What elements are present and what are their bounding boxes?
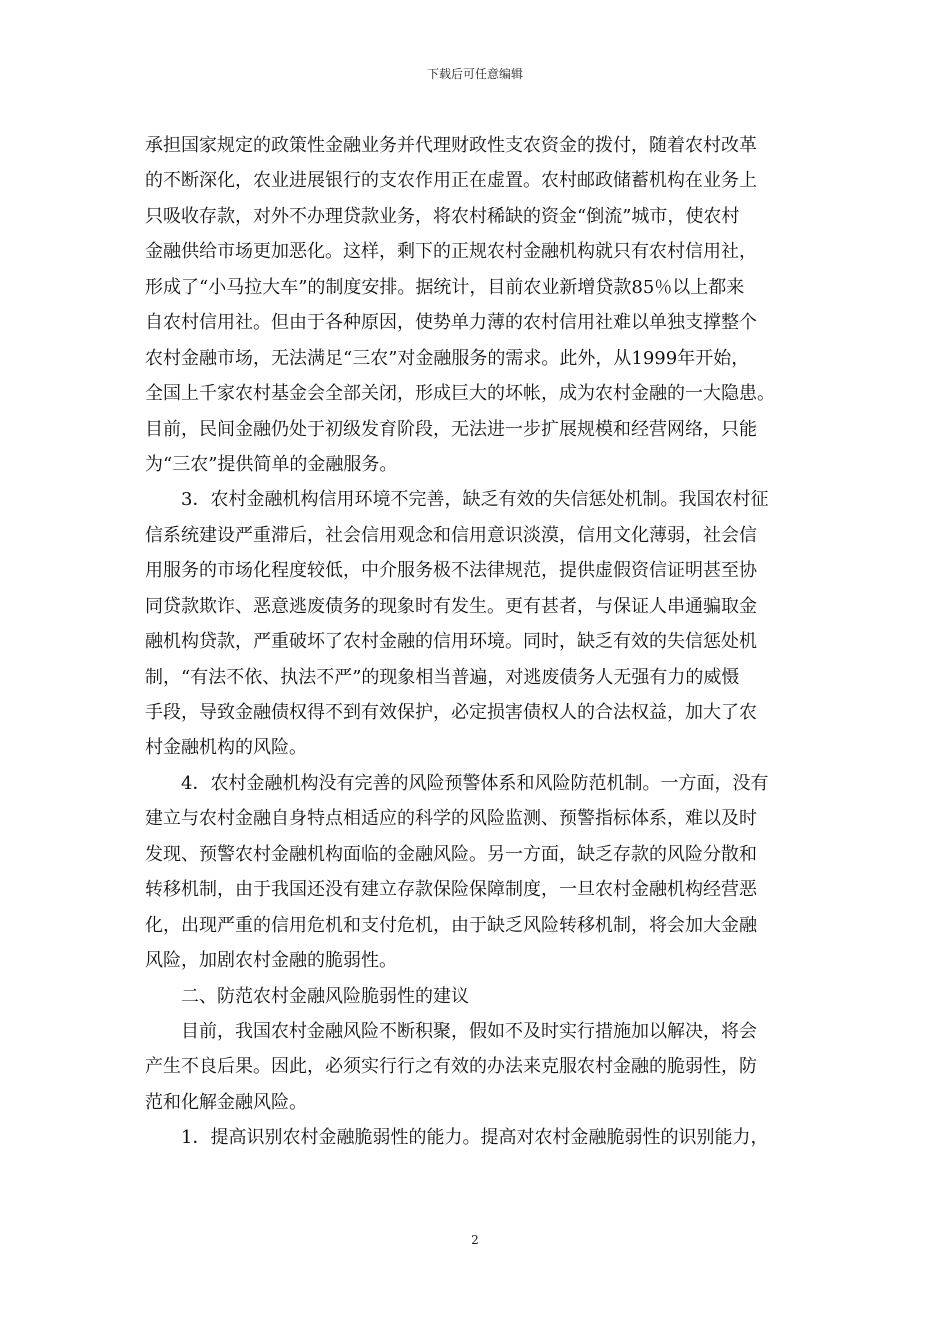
page-header: 下载后可任意编辑 bbox=[426, 67, 523, 81]
text-line: 产生不良后果。因此，必须实行行之有效的办法来克服农村金融的脆弱性，防 bbox=[145, 1056, 757, 1078]
text-line: 范和化解金融风险。 bbox=[145, 1091, 307, 1113]
text-line: 发现、预警农村金融机构面临的金融风险。另一方面，缺乏存款的风险分散和 bbox=[145, 843, 757, 865]
text-line: 农村金融市场，无法满足“三农”对金融服务的需求。此外，从1999年开始， bbox=[145, 347, 750, 369]
text-line: 同贷款欺诈、恶意逃废债务的现象时有发生。更有甚者，与保证人串通骗取金 bbox=[145, 595, 757, 617]
text-line: 全国上千家农村基金会全部关闭，形成巨大的坏帐，成为农村金融的一大隐患。 bbox=[145, 383, 775, 405]
text-line: 化，出现严重的信用危机和支付危机，由于缺乏风险转移机制，将会加大金融 bbox=[145, 914, 757, 936]
text-line: 转移机制，由于我国还没有建立存款保险保障制度，一旦农村金融机构经营恶 bbox=[145, 879, 757, 901]
page-number: 2 bbox=[471, 1233, 479, 1247]
paragraph-start-line: 3．农村金融机构信用环境不完善，缺乏有效的失信惩处机制。我国农村征 bbox=[181, 489, 769, 511]
document-body bbox=[145, 128, 811, 1156]
text-line: 村金融机构的风险。 bbox=[145, 737, 307, 759]
text-line: 形成了“小马拉大车”的制度安排。据统计，目前农业新增贷款85％以上都来 bbox=[145, 276, 745, 298]
text-line: 建立与农村金融自身特点相适应的科学的风险监测、预警指标体系，难以及时 bbox=[145, 808, 757, 830]
text-line: 用服务的市场化程度较低，中介服务极不法律规范，提供虚假资信证明甚至协 bbox=[145, 560, 757, 582]
text-line: 自农村信用社。但由于各种原因，使势单力薄的农村信用社难以单独支撑整个 bbox=[145, 312, 757, 334]
text-line: 金融供给市场更加恶化。这样，剩下的正规农村金融机构就只有农村信用社， bbox=[145, 241, 757, 263]
text-line: 风险，加剧农村金融的脆弱性。 bbox=[145, 950, 397, 972]
text-line: 手段，导致金融债权得不到有效保护，必定损害债权人的合法权益，加大了农 bbox=[145, 702, 757, 723]
text-line: 的不断深化，农业进展银行的支农作用正在虚置。农村邮政储蓄机构在业务上 bbox=[145, 170, 757, 192]
paragraph-start-line: 目前，我国农村金融风险不断积聚，假如不及时实行措施加以解决，将会 bbox=[181, 1020, 757, 1042]
text-line: 融机构贷款，严重破坏了农村金融的信用环境。同时，缺乏有效的失信惩处机 bbox=[145, 631, 757, 653]
paragraph-start-line: 4．农村金融机构没有完善的风险预警体系和风险防范机制。一方面，没有 bbox=[181, 772, 769, 794]
text-line: 承担国家规定的政策性金融业务并代理财政性支农资金的拨付，随着农村改革 bbox=[145, 135, 757, 156]
text-line: 目前，民间金融仍处于初级发育阶段，无法进一步扩展规模和经营网络，只能 bbox=[145, 418, 757, 440]
paragraph-start-line: 1．提高识别农村金融脆弱性的能力。提高对农村金融脆弱性的识别能力， bbox=[181, 1127, 769, 1149]
section-heading: 二、防范农村金融风险脆弱性的建议 bbox=[181, 985, 469, 1007]
text-line: 为“三农”提供简单的金融服务。 bbox=[145, 453, 398, 475]
text-line: 制，“有法不依、执法不严”的现象相当普遍，对逃废债务人无强有力的威慑 bbox=[145, 666, 740, 688]
text-line: 信系统建设严重滞后，社会信用观念和信用意识淡漠，信用文化薄弱，社会信 bbox=[145, 524, 757, 546]
text-line: 只吸收存款，对外不办理贷款业务，将农村稀缺的资金“倒流”城市，使农村 bbox=[145, 205, 740, 227]
